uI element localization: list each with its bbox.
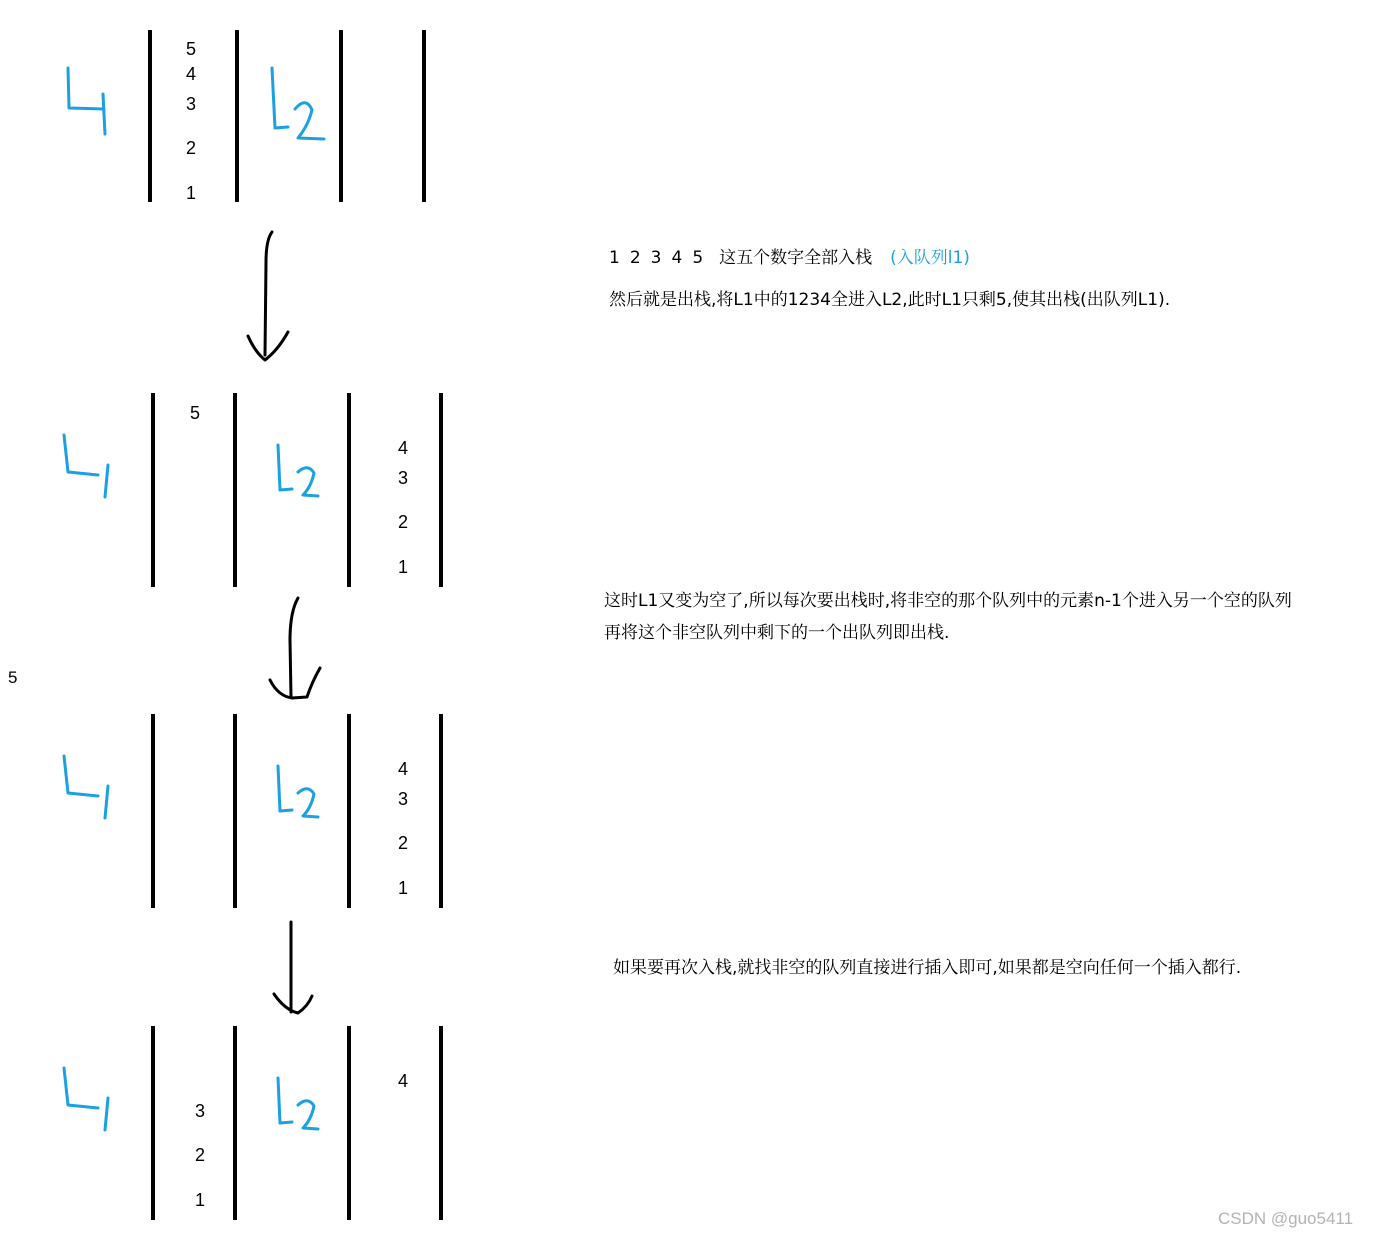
stack-element: 4	[398, 1071, 409, 1091]
stack-element: 2	[195, 1145, 206, 1165]
stack-element: 1	[195, 1190, 206, 1210]
stage-1	[68, 30, 424, 203]
stage-2	[64, 393, 441, 587]
step3-note-line1: 这时L1又变为空了,所以每次要出栈时,将非空的那个队列中的元素n-1个进入另一个空的队列	[604, 591, 1292, 611]
stack-element: 4	[398, 759, 409, 779]
step1-note	[609, 247, 980, 269]
step3-note-line2: 再将这个非空队列中剩下的一个出队列即出栈.	[604, 623, 950, 643]
stack-element: 3	[398, 468, 409, 488]
popped-value: 5	[8, 668, 18, 687]
queue-label-l1	[64, 1068, 108, 1130]
step1-text: 这五个数字全部入栈	[719, 248, 873, 268]
step2-note: 然后就是出栈,将L1中的1234全进入L2,此时L1只剩5,使其出栈(出队列L1).	[609, 290, 1171, 310]
stage-4	[64, 1026, 441, 1220]
queue-label-l2	[278, 1078, 318, 1129]
step4-note: 如果要再次入栈,就找非空的队列直接进行插入即可,如果都是空向任何一个插入都行.	[613, 958, 1242, 978]
stage-3	[64, 714, 441, 908]
stack-element: 4	[186, 64, 197, 84]
stack-element: 3	[186, 94, 197, 114]
down-arrow-icon	[274, 922, 312, 1013]
queue-label-l1	[64, 756, 108, 818]
down-arrow-icon	[270, 598, 320, 698]
stack-element: 3	[398, 789, 409, 809]
step1-number: 1	[609, 248, 620, 268]
stack-element: 5	[190, 403, 201, 423]
queue-label-l2	[278, 445, 318, 496]
stack-element: 5	[186, 39, 197, 59]
watermark: CSDN @guo5411	[1218, 1209, 1354, 1228]
stack-element: 2	[186, 138, 197, 158]
step1-number: 2	[629, 248, 641, 268]
stack-element: 1	[398, 557, 409, 577]
stack-element: 3	[195, 1101, 206, 1121]
step1-number: 3	[650, 248, 662, 268]
step1-hint: (入队列l1)	[890, 248, 970, 268]
down-arrow-icon	[248, 232, 288, 360]
stack-element: 1	[398, 878, 409, 898]
queue-label-l1	[68, 68, 105, 134]
stack-element: 1	[186, 183, 197, 203]
stack-element: 2	[398, 512, 409, 532]
queue-label-l2	[272, 68, 324, 139]
stack-element: 4	[398, 438, 409, 458]
step1-number: 4	[671, 248, 683, 268]
step1-number: 5	[692, 248, 704, 268]
queue-label-l1	[64, 435, 108, 497]
queue-label-l2	[278, 766, 318, 817]
stack-element: 2	[398, 833, 409, 853]
